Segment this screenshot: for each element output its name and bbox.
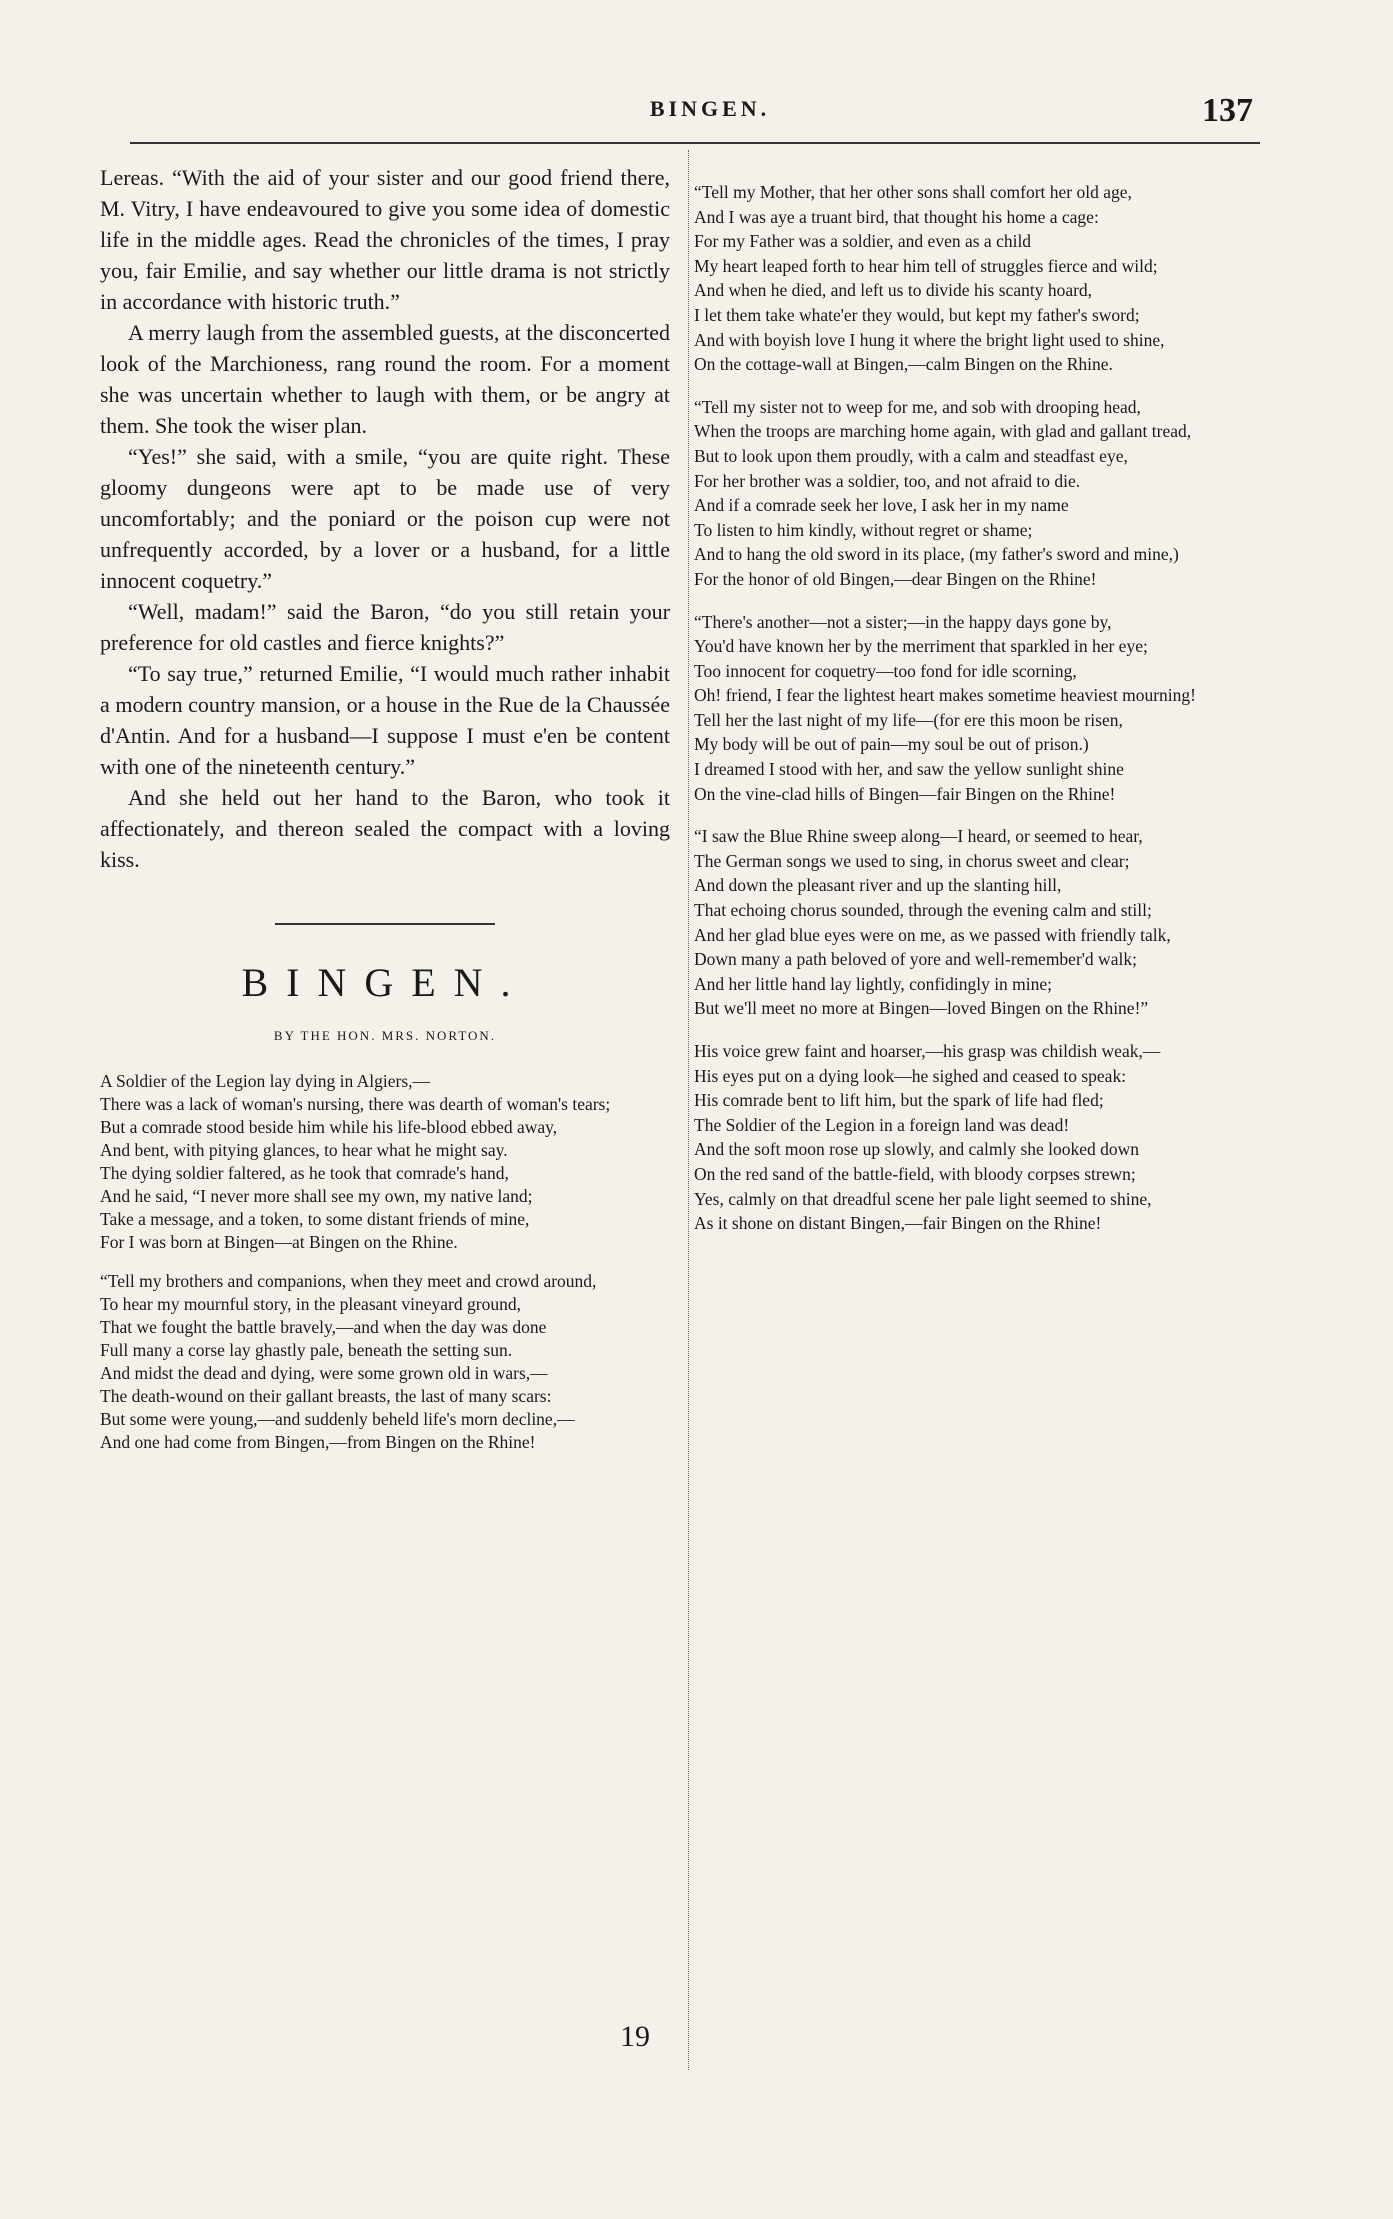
poem-stanzas-left xyxy=(100,1070,670,1454)
poem-line: And her glad blue eyes were on me, as we passed with friendly talk, xyxy=(694,924,1171,945)
poem-line: When the troops are marching home again, with glad and gallant tread, xyxy=(694,421,1192,442)
signature-mark: 19 xyxy=(620,2020,650,2053)
poem-line: Too innocent for coquetry—too fond for idle scorning, xyxy=(694,660,1077,681)
poem-line: And the soft moon rose up slowly, and calmly she looked down xyxy=(694,1139,1140,1160)
poem-line: Yes, calmly on that dreadful scene her pale light seemed to shine, xyxy=(694,1188,1152,1209)
poem-line: For my Father was a soldier, and even as a child xyxy=(694,231,1032,252)
poem-byline: BY THE HON. MRS. NORTON. xyxy=(273,1028,497,1043)
poem-line: And down the pleasant river and up the slanting hill, xyxy=(694,875,1062,896)
poem-line: On the cottage-wall at Bingen,—calm Bingen on the Rhine. xyxy=(694,354,1113,375)
poem-line: For I was born at Bingen—at Bingen on the Rhine. xyxy=(100,1232,458,1252)
stanza xyxy=(100,1070,670,1254)
poem-line: The Soldier of the Legion in a foreign land was dead! xyxy=(694,1114,1070,1135)
stanza xyxy=(694,610,1259,807)
poem-stanzas-right xyxy=(694,180,1259,1236)
poem-line: But a comrade stood beside him while his life-blood ebbed away, xyxy=(100,1117,558,1137)
running-head xyxy=(0,92,1393,132)
poem-line: “Tell my sister not to weep for me, and sob with drooping head, xyxy=(694,396,1141,417)
poem-line: The dying soldier faltered, as he took that comrade's hand, xyxy=(100,1163,509,1183)
poem-line: On the vine-clad hills of Bingen—fair Bingen on the Rhine! xyxy=(694,783,1116,804)
prose-paragraph: A merry laugh from the assembled guests, at the disconcerted look of the Marchioness, rang round the room. For a moment she was uncertain whether to laugh with them, or be angry at them. She took the wiser plan. xyxy=(100,320,670,438)
poem-line: And her little hand lay lightly, confidingly in mine; xyxy=(694,973,1053,994)
poem-line: A Soldier of the Legion lay dying in Algiers,— xyxy=(100,1071,431,1091)
poem-line: I let them take whate'er they would, but kept my father's sword; xyxy=(694,304,1140,325)
stanza xyxy=(694,824,1259,1021)
poem-line: I dreamed I stood with her, and saw the yellow sunlight shine xyxy=(694,759,1124,780)
poem-line: That we fought the battle bravely,—and when the day was done xyxy=(100,1317,547,1337)
poem-line: My body will be out of pain—my soul be out of prison.) xyxy=(694,734,1089,755)
poem-line: That echoing chorus sounded, through the evening calm and still; xyxy=(694,900,1152,921)
poem-line: And bent, with pitying glances, to hear what he might say. xyxy=(100,1140,508,1160)
prose-paragraph: And she held out her hand to the Baron, who took it affectionately, and thereon sealed the compact with a loving kiss. xyxy=(100,785,670,872)
poem-line: On the red sand of the battle-field, with bloody corpses strewn; xyxy=(694,1163,1136,1184)
poem-line: For her brother was a soldier, too, and not afraid to die. xyxy=(694,470,1081,491)
poem-line: And one had come from Bingen,—from Bingen on the Rhine! xyxy=(100,1432,536,1452)
story-ending xyxy=(100,162,670,875)
poem-line: And when he died, and left us to divide his scanty hoard, xyxy=(694,280,1093,301)
poem-line: And with boyish love I hung it where the bright light used to shine, xyxy=(694,329,1165,350)
stanza xyxy=(694,395,1259,592)
poem-line: As it shone on distant Bingen,—fair Bingen on the Rhine! xyxy=(694,1213,1102,1234)
poem-line: You'd have known her by the merriment that sparkled in her eye; xyxy=(694,636,1148,657)
poem-line: “There's another—not a sister;—in the happy days gone by, xyxy=(694,611,1112,632)
poem-line: “Tell my Mother, that her other sons shall comfort her old age, xyxy=(694,182,1132,202)
poem-line: And I was aye a truant bird, that thought his home a cage: xyxy=(694,206,1099,227)
stanza xyxy=(100,1270,670,1454)
poem-line: Oh! friend, I fear the lightest heart makes sometime heaviest mourning! xyxy=(694,685,1196,706)
stanza xyxy=(694,180,1259,377)
poem-line: “I saw the Blue Rhine sweep along—I heard, or seemed to hear, xyxy=(694,826,1143,847)
stanza xyxy=(694,1039,1259,1236)
left-column xyxy=(100,162,670,1470)
poem-line: Tell her the last night of my life—(for ere this moon be risen, xyxy=(694,709,1123,730)
poem-line: His comrade bent to lift him, but the spark of life had fled; xyxy=(694,1090,1104,1111)
poem-line: And he said, “I never more shall see my own, my native land; xyxy=(100,1186,533,1206)
prose-paragraph: “Well, madam!” said the Baron, “do you still retain your preference for old castles and fierce knights?” xyxy=(100,599,670,655)
poem-line: The death-wound on their gallant breasts, the last of many scars: xyxy=(100,1386,552,1406)
poem-line: His voice grew faint and hoarser,—his grasp was childish weak,— xyxy=(694,1041,1161,1061)
poem-line: His eyes put on a dying look—he sighed and ceased to speak: xyxy=(694,1065,1127,1086)
poem-title: BINGEN. xyxy=(241,960,529,1005)
page-number: 137 xyxy=(1202,92,1253,129)
poem-line: Full many a corse lay ghastly pale, beneath the setting sun. xyxy=(100,1340,513,1360)
header-rule xyxy=(130,142,1260,144)
poem-line: Take a message, and a token, to some distant friends of mine, xyxy=(100,1209,530,1229)
poem-line: There was a lack of woman's nursing, there was dearth of woman's tears; xyxy=(100,1094,611,1114)
column-divider xyxy=(688,150,689,2070)
poem-line: But we'll meet no more at Bingen—loved Bingen on the Rhine!” xyxy=(694,998,1149,1019)
poem-line: And midst the dead and dying, were some grown old in wars,— xyxy=(100,1363,548,1383)
poem-line: “Tell my brothers and companions, when they meet and crowd around, xyxy=(100,1271,597,1291)
poem-line: And if a comrade seek her love, I ask her in my name xyxy=(694,495,1069,516)
poem-line: My heart leaped forth to hear him tell of struggles fierce and wild; xyxy=(694,255,1158,276)
poem-line: But to look upon them proudly, with a calm and steadfast eye, xyxy=(694,445,1128,466)
poem-line: Down many a path beloved of yore and well-remember'd walk; xyxy=(694,949,1137,970)
poem-line: And to hang the old sword in its place, (my father's sword and mine,) xyxy=(694,544,1179,565)
prose-paragraph: Lereas. “With the aid of your sister and our good friend there, M. Vitry, I have endeavoured to give you some idea of domestic life in the middle ages. Read the chronicles of the times, I pray you, fair Emilie, and say whether our little drama is not strictly in accordance with historic truth.” xyxy=(100,165,670,314)
poem-line: To listen to him kindly, without regret or shame; xyxy=(694,519,1033,540)
poem-line: The German songs we used to sing, in chorus sweet and clear; xyxy=(694,850,1130,871)
poem-line: For the honor of old Bingen,—dear Bingen on the Rhine! xyxy=(694,568,1097,589)
right-column xyxy=(694,180,1259,1254)
poem-line: To hear my mournful story, in the pleasant vineyard ground, xyxy=(100,1294,521,1314)
prose-paragraph: “Yes!” she said, with a smile, “you are quite right. These gloomy dungeons were apt to be made use of very uncomfortably; and the poniard or the poison cup were not unfrequently accorded, by a lover or a husband, for a little innocent coquetry.” xyxy=(100,444,670,593)
poem-line: But some were young,—and suddenly beheld life's morn decline,— xyxy=(100,1409,575,1429)
section-divider xyxy=(275,923,495,925)
prose-paragraph: “To say true,” returned Emilie, “I would much rather inhabit a modern country mansion, or a house in the Rue de la Chaussée d'Antin. And for a husband—I suppose I must e'en be content with one of the nineteenth century.” xyxy=(100,661,670,779)
running-title: BINGEN. xyxy=(649,96,771,121)
